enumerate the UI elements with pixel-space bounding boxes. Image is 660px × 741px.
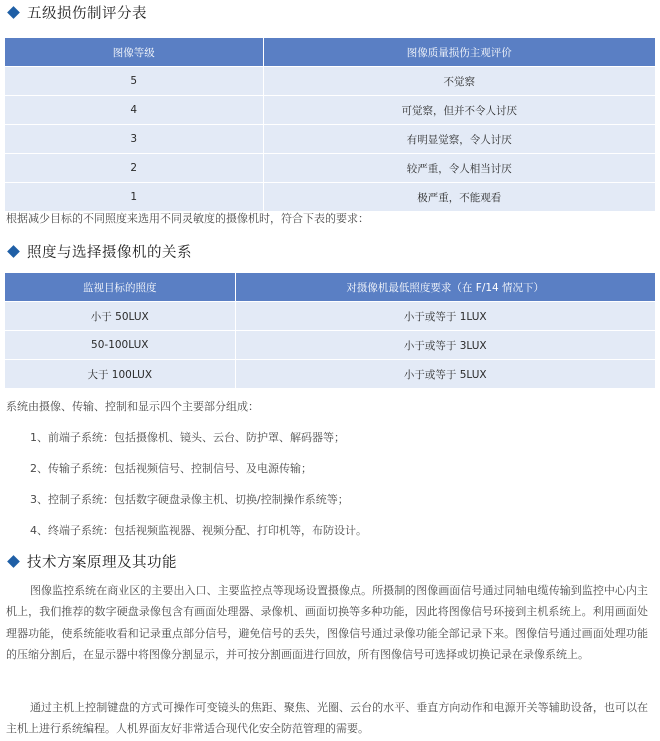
section-title: 技术方案原理及其功能 bbox=[27, 554, 177, 571]
table-cell: 较严重，令人相当讨厌 bbox=[263, 154, 655, 183]
table-row bbox=[5, 96, 655, 125]
table-cell: 小于或等于 1LUX bbox=[235, 302, 655, 331]
table-cell: 5 bbox=[5, 67, 263, 96]
table-row bbox=[5, 360, 655, 389]
table-cell: 大于 100LUX bbox=[5, 360, 235, 389]
diamond-bullet-icon bbox=[7, 555, 20, 568]
table-row bbox=[5, 331, 655, 360]
section-title: 五级损伤制评分表 bbox=[27, 5, 147, 22]
column-header: 图像质量损伤主观评价 bbox=[263, 38, 655, 67]
intro-text: 根据减少目标的不同照度来选用不同灵敏度的摄像机时，符合下表的要求： bbox=[6, 212, 369, 225]
body-paragraph: 图像监控系统在商业区的主要出入口、主要监控点等现场设置摄像点。所摄制的图像画面信号通过同轴电缆传输到监控中心内主机上，我们推荐的数字硬盘录像包含有画面处理器、录像机、画面切换等多种功能，因此将图像信号环接到主机系统上。利用画面处理器功能，使系统能收看和记录重点部分信号，避免信号的丢失，图像信号通过录像功能全部记录下来。图像信号通过画面处理功能的压缩分割后，在显示器中将图像分割显示，并可按分割画面进行回放，所有图像信号可选择或切换记录在录像系统上。 bbox=[6, 584, 648, 662]
system-intro-text: 系统由摄像、传输、控制和显示四个主要部分组成： bbox=[6, 400, 259, 413]
table-header-row bbox=[5, 38, 655, 67]
list-item: 4、终端子系统：包括视频监视器、视频分配、打印机等，布防设计。 bbox=[30, 524, 367, 537]
column-header: 监视目标的照度 bbox=[5, 273, 235, 302]
table-row bbox=[5, 67, 655, 96]
table-cell: 有明显觉察，令人讨厌 bbox=[263, 125, 655, 154]
damage-scale-table bbox=[5, 38, 655, 211]
table-cell: 3 bbox=[5, 125, 263, 154]
table-cell: 小于或等于 5LUX bbox=[235, 360, 655, 389]
section-title: 照度与选择摄像机的关系 bbox=[27, 244, 192, 261]
table-row bbox=[5, 302, 655, 331]
table-cell: 2 bbox=[5, 154, 263, 183]
list-item: 3、控制子系统：包括数字硬盘录像主机、切换/控制操作系统等； bbox=[30, 493, 349, 506]
table-cell: 不觉察 bbox=[263, 67, 655, 96]
section-heading-damage-scale bbox=[6, 1, 147, 23]
list-item: 1、前端子系统：包括摄像机、镜头、云台、防护罩、解码器等； bbox=[30, 431, 345, 444]
diamond-bullet-icon bbox=[7, 6, 20, 19]
table-row bbox=[5, 125, 655, 154]
table-row bbox=[5, 154, 655, 183]
table-header-row bbox=[5, 273, 655, 302]
list-item: 2、传输子系统：包括视频信号、控制信号、及电源传输； bbox=[30, 462, 312, 475]
table-cell: 可觉察，但并不令人讨厌 bbox=[263, 96, 655, 125]
table-cell: 50-100LUX bbox=[5, 331, 235, 360]
section-heading-tech bbox=[6, 550, 177, 572]
table-cell: 1 bbox=[5, 183, 263, 212]
table-cell: 小于 50LUX bbox=[5, 302, 235, 331]
body-paragraph: 通过主机上控制键盘的方式可操作可变镜头的焦距、聚焦、光圈、云台的水平、垂直方向动作和电源开关等辅助设备，也可以在主机上进行系统编程。人机界面友好非常适合现代化安全防范管理的需要。 bbox=[6, 701, 648, 736]
section-heading-illumination bbox=[6, 240, 192, 262]
illumination-table bbox=[5, 273, 655, 388]
table-cell: 极严重，不能观看 bbox=[263, 183, 655, 212]
column-header: 对摄像机最低照度要求（在 F/14 情况下） bbox=[235, 273, 655, 302]
diamond-bullet-icon bbox=[7, 245, 20, 258]
table-cell: 4 bbox=[5, 96, 263, 125]
column-header: 图像等级 bbox=[5, 38, 263, 67]
table-cell: 小于或等于 3LUX bbox=[235, 331, 655, 360]
table-row bbox=[5, 183, 655, 212]
